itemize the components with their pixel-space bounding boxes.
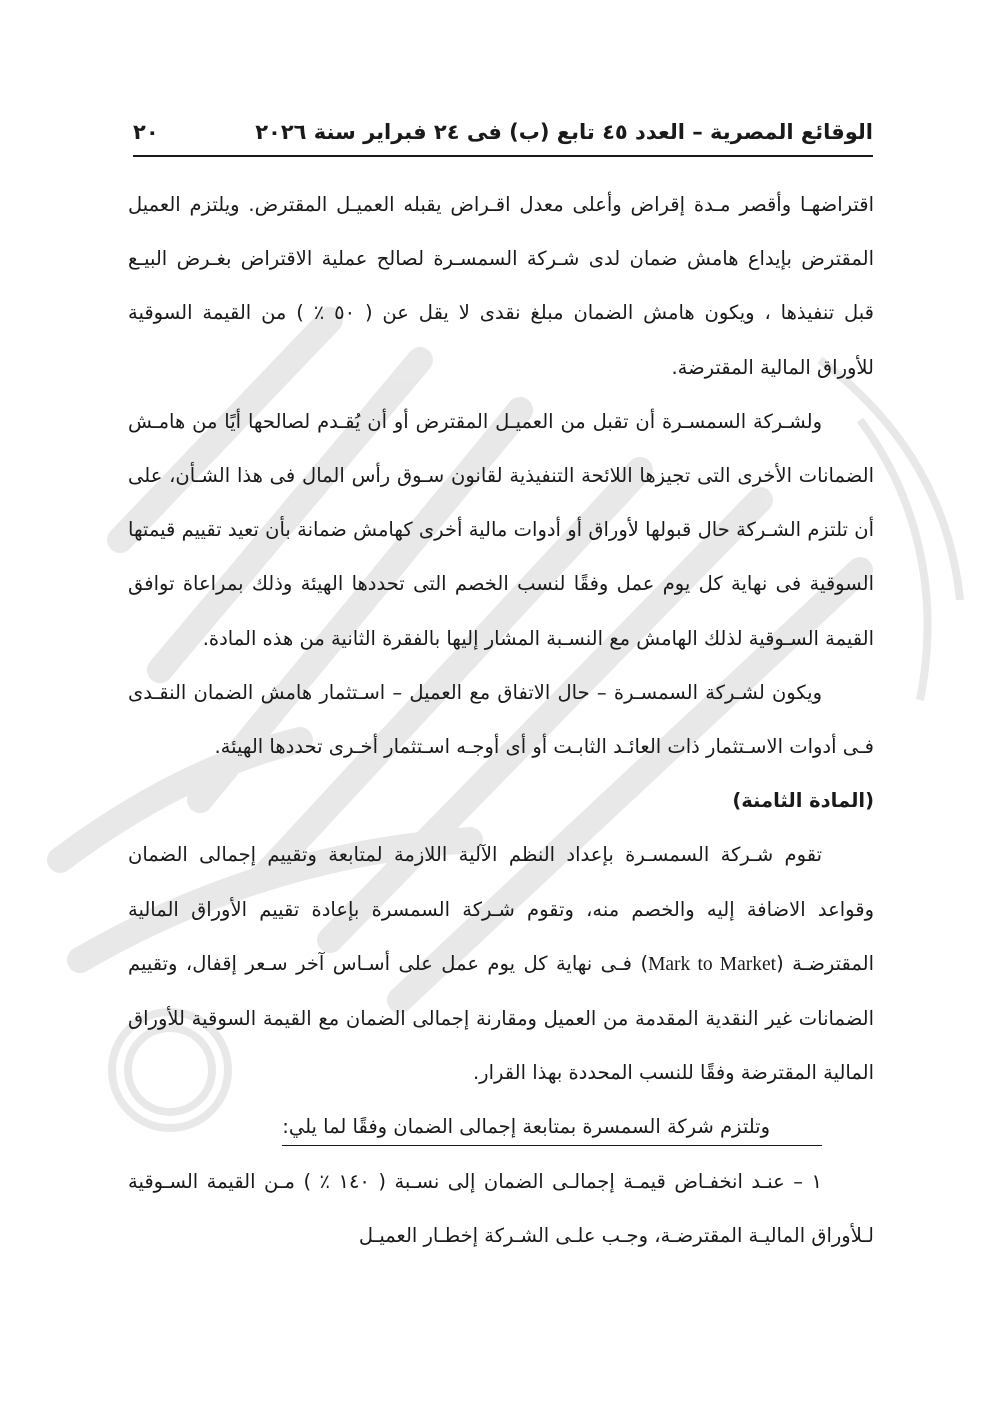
header-title: الوقائع المصرية – العدد ٤٥ تابع (ب) فى ٢٤ فبراير سنة ٢٠٢٦: [255, 120, 873, 144]
paragraph-6: ١ – عنـد انخفـاض قيمـة إجمالـى الضمان إلى نسـبة ( ١٤٠ ٪ ) مـن القيمة السـوقية لـلأوراق الماليـة المقترضـة، وجـب علـى الشـركة إخطـار العميـل: [128, 1169, 874, 1247]
article-heading: (المادة الثامنة): [732, 789, 874, 813]
paragraph-4-part-1: تقوم شـركة السمسـرة بإعداد النظم الآلية اللازمة لمتابعة وتقييم إجمالى الضمان وقواعد الاضافة إليه والخصم منه، وتقوم شـركة السمسرة بإعادة تقييم الأوراق المالية المقترضـة (: [128, 843, 875, 975]
page-number: ٢٠: [133, 120, 159, 144]
header-divider: [133, 155, 873, 157]
paragraph-5: [128, 1100, 874, 1154]
paragraph-4: [128, 828, 874, 1100]
paragraph-4-part-2: ) فـى نهاية كل يوم عمل على أسـاس آخر سـعر إقفال، وتقييم الضمانات غير النقدية المقدمة من العميل ومقارنة إجمالى الضمان مع القيمة السوقية للأوراق المالية المقترضة وفقًا للنسب المحددة بهذا القرار.: [128, 951, 874, 1085]
page-header: [133, 112, 873, 152]
document-body: [128, 178, 874, 1263]
paragraph-1: اقتراضهـا وأقصر مـدة إقراض وأعلى معدل اقـراض يقبله العميـل المقترض. ويلتزم العميل المقترض بإيداع هامش ضمان لدى شـركة السمسـرة لصالح عملية الاقتراض بغـرض البيـع قبل تنفيذها ، ويكون هامش الضمان مبلغ نقدى لا يقل عن ( ٥٠ ٪ ) من القيمة السوقية للأوراق المالية المقترضة.: [128, 193, 875, 379]
paragraph-3: ويكون لشـركة السمسـرة – حال الاتفاق مع العميل – اسـتثمار هامش الضمان النقـدى فـى أدوات الاسـتثمار ذات العائـد الثابـت أو أى أوجـه اسـتثمار أخـرى تحددها الهيئة.: [128, 680, 874, 759]
mark-to-market-term: Mark to Market: [648, 953, 777, 975]
underlined-clause: وتلتزم شركة السمسرة بمتابعة إجمالى الضمان وفقًا لما يلي:: [282, 1109, 822, 1146]
paragraph-2: ولشـركة السمسـرة أن تقبل من العميـل المقترض أو أن يُقـدم لصالحها أيًا من هامـش الضمانات الأخرى التى تجيزها اللائحة التنفيذية لقانون سـوق رأس المال فى هذا الشـأن، على أن تلتزم الشـركة حال قبولها لأوراق أو أدوات مالية أخرى كهامش ضمانة بأن تعيد تقييم قيمتها السوقية فى نهاية كل يوم عمل وفقًا لنسب الخصم التى تحددها الهيئة وذلك بمراعاة توافق القيمة السـوقية لذلك الهامش مع النسـبة المشار إليها بالفقرة الثانية من هذه المادة.: [128, 409, 874, 650]
